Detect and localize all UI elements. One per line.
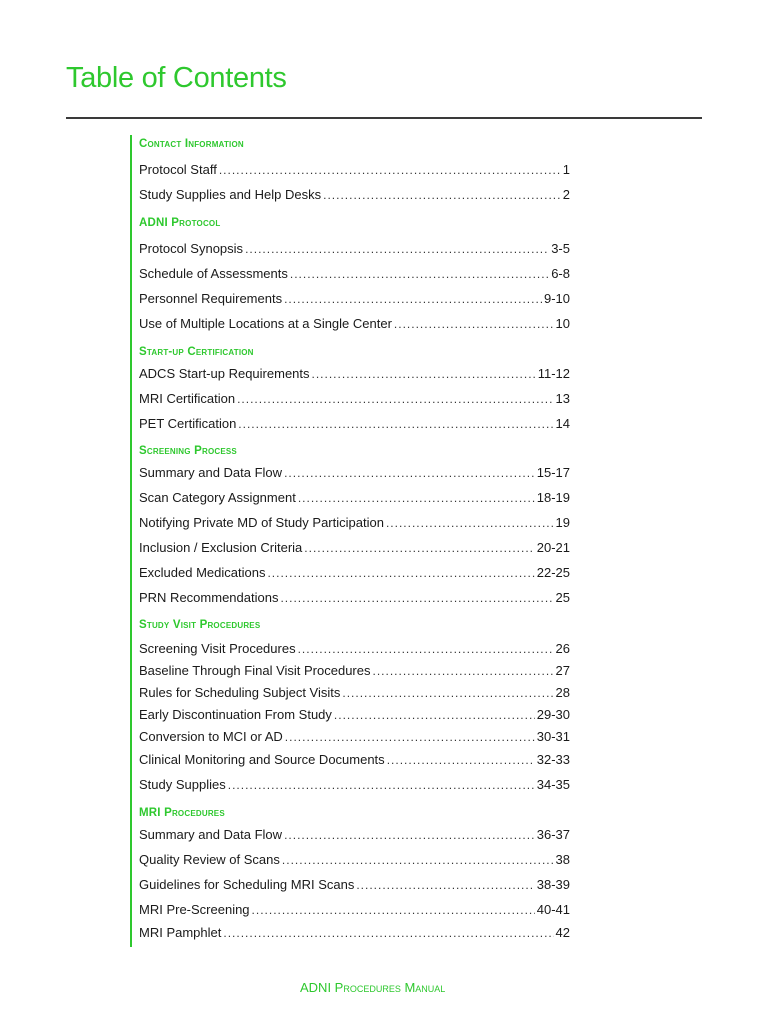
table-of-contents [130, 135, 572, 947]
entry-page: 30-31 [536, 729, 570, 744]
toc-entry-schedule-of-assessments[interactable] [139, 266, 570, 282]
entry-page: 14 [555, 416, 570, 431]
toc-entry-mri-certification[interactable] [139, 391, 570, 407]
entry-page: 18-19 [536, 490, 570, 505]
dot-leader [342, 685, 553, 701]
dot-leader [237, 391, 553, 407]
dot-leader [304, 540, 534, 556]
entry-label: Study Supplies and Help Desks [139, 187, 322, 202]
dot-leader [284, 465, 535, 481]
toc-entry-screening-visit-procedures[interactable] [139, 641, 570, 657]
dot-leader [387, 752, 535, 768]
entry-label: Screening Visit Procedures [139, 641, 296, 656]
toc-entry-scan-category-assignment[interactable] [139, 490, 570, 506]
dot-leader [298, 641, 554, 657]
entry-page: 32-33 [536, 752, 570, 767]
title-divider [66, 117, 702, 119]
entry-label: Conversion to MCI or AD [139, 729, 283, 744]
toc-entry-screening-summary-data-flow[interactable] [139, 465, 570, 481]
toc-entry-inclusion-exclusion-criteria[interactable] [139, 540, 570, 556]
section-heading: Contact Information [139, 138, 244, 150]
entry-label: Scan Category Assignment [139, 490, 296, 505]
dot-leader [245, 241, 549, 257]
entry-label: Personnel Requirements [139, 291, 283, 306]
entry-label: Quality Review of Scans [139, 852, 280, 867]
entry-page: 11-12 [537, 366, 570, 381]
entry-page: 2 [562, 187, 570, 202]
entry-page: 29-30 [536, 707, 570, 722]
toc-entry-prn-recommendations[interactable] [139, 590, 570, 606]
entry-page: 34-35 [536, 777, 570, 792]
entry-page: 1 [562, 162, 570, 177]
dot-leader [284, 291, 542, 307]
toc-entry-study-supplies-help-desks[interactable] [139, 187, 570, 203]
section-heading: MRI Procedures [139, 807, 225, 819]
dot-leader [356, 877, 534, 893]
toc-entry-mri-pamphlet[interactable] [139, 925, 570, 941]
dot-leader [285, 729, 535, 745]
entry-page: 42 [555, 925, 570, 940]
toc-entry-multiple-locations[interactable] [139, 316, 570, 332]
section-heading: Start-up Certification [139, 346, 254, 358]
entry-label: MRI Pre-Screening [139, 902, 250, 917]
entry-page: 36-37 [536, 827, 570, 842]
dot-leader [282, 852, 554, 868]
entry-page: 9-10 [543, 291, 570, 306]
page-footer: ADNI Procedures Manual [300, 980, 446, 995]
entry-label: Notifying Private MD of Study Participation [139, 515, 384, 530]
entry-page: 6-8 [551, 266, 570, 281]
entry-label: Inclusion / Exclusion Criteria [139, 540, 303, 555]
entry-page: 27 [555, 663, 570, 678]
toc-entry-baseline-through-final-visit[interactable] [139, 663, 570, 679]
toc-entry-mri-pre-screening[interactable] [139, 902, 570, 918]
entry-page: 15-17 [536, 465, 570, 480]
entry-label: Use of Multiple Locations at a Single Center [139, 316, 392, 331]
toc-entry-mri-summary-data-flow[interactable] [139, 827, 570, 843]
section-heading: ADNI Protocol [139, 217, 221, 229]
entry-label: Study Supplies [139, 777, 226, 792]
entry-page: 26 [555, 641, 570, 656]
toc-entry-protocol-synopsis[interactable] [139, 241, 570, 257]
dot-leader [394, 316, 554, 332]
dot-leader [252, 902, 535, 918]
entry-page: 40-41 [536, 902, 570, 917]
dot-leader [219, 162, 561, 178]
entry-page: 38-39 [536, 877, 570, 892]
entry-label: MRI Certification [139, 391, 236, 406]
entry-label: Protocol Staff [139, 162, 217, 177]
entry-page: 22-25 [536, 565, 570, 580]
toc-entry-quality-review-of-scans[interactable] [139, 852, 570, 868]
section-heading: Study Visit Procedures [139, 619, 261, 631]
entry-page: 10 [555, 316, 570, 331]
entry-label: Summary and Data Flow [139, 827, 283, 842]
toc-entry-personnel-requirements[interactable] [139, 291, 570, 307]
dot-leader [323, 187, 561, 203]
entry-label: Schedule of Assessments [139, 266, 288, 281]
page-title: Table of Contents [66, 62, 287, 94]
entry-label: Guidelines for Scheduling MRI Scans [139, 877, 355, 892]
entry-label: Rules for Scheduling Subject Visits [139, 685, 341, 700]
entry-label: PET Certification [139, 416, 237, 431]
entry-page: 20-21 [536, 540, 570, 555]
toc-entry-pet-certification[interactable] [139, 416, 570, 432]
dot-leader [290, 266, 549, 282]
toc-entry-conversion-to-mci-or-ad[interactable] [139, 729, 570, 745]
entry-label: Clinical Monitoring and Source Documents [139, 752, 385, 767]
dot-leader [284, 827, 535, 843]
entry-label: ADCS Start-up Requirements [139, 366, 310, 381]
dot-leader [386, 515, 554, 531]
dot-leader [372, 663, 553, 679]
dot-leader [228, 777, 535, 793]
dot-leader [223, 925, 553, 941]
dot-leader [267, 565, 534, 581]
toc-entry-protocol-staff[interactable] [139, 162, 570, 178]
dot-leader [334, 707, 535, 723]
entry-page: 19 [555, 515, 570, 530]
toc-entry-notifying-private-md[interactable] [139, 515, 570, 531]
entry-label: Protocol Synopsis [139, 241, 244, 256]
dot-leader [312, 366, 536, 382]
toc-entry-guidelines-scheduling-mri[interactable] [139, 877, 570, 893]
toc-entry-rules-for-scheduling-visits[interactable] [139, 685, 570, 701]
dot-leader [298, 490, 535, 506]
entry-label: Excluded Medications [139, 565, 266, 580]
section-heading: Screening Process [139, 445, 237, 457]
entry-label: Early Discontinuation From Study [139, 707, 332, 722]
entry-label: PRN Recommendations [139, 590, 279, 605]
entry-page: 13 [555, 391, 570, 406]
toc-entry-excluded-medications[interactable] [139, 565, 570, 581]
entry-label: Summary and Data Flow [139, 465, 283, 480]
dot-leader [238, 416, 553, 432]
entry-page: 38 [555, 852, 570, 867]
toc-entry-adcs-startup-requirements[interactable] [139, 366, 570, 382]
entry-page: 28 [555, 685, 570, 700]
toc-entry-clinical-monitoring[interactable] [139, 752, 570, 768]
entry-page: 25 [555, 590, 570, 605]
entry-page: 3-5 [551, 241, 570, 256]
entry-label: Baseline Through Final Visit Procedures [139, 663, 371, 678]
entry-label: MRI Pamphlet [139, 925, 222, 940]
dot-leader [280, 590, 553, 606]
toc-entry-study-supplies[interactable] [139, 777, 570, 793]
toc-entry-early-discontinuation[interactable] [139, 707, 570, 723]
